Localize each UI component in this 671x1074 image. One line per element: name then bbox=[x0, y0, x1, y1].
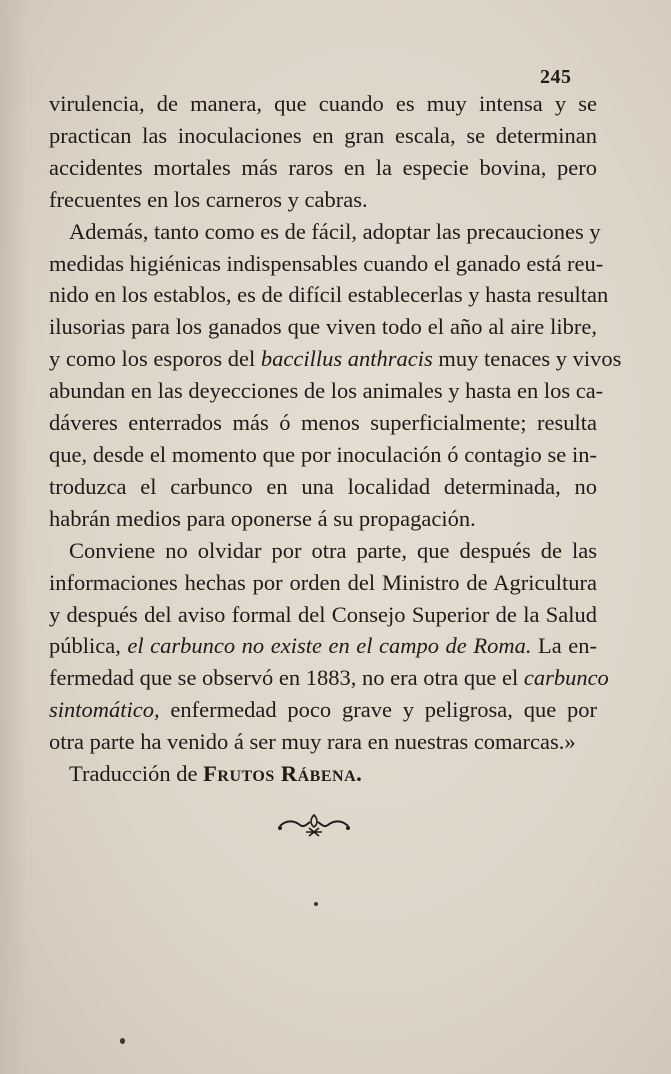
text-run: enfermedad poco grave y peligrosa, que por bbox=[159, 697, 597, 723]
italic-text-run: carbunco bbox=[523, 665, 609, 691]
decorative-ornament-icon bbox=[276, 812, 352, 838]
page-number: 245 bbox=[540, 66, 572, 88]
body-text bbox=[49, 88, 622, 790]
italic-text-run: baccillus anthracis bbox=[260, 346, 433, 372]
text-run: fermedad que se observó en 1883, no era otra que el bbox=[49, 665, 524, 691]
text-line bbox=[49, 662, 609, 694]
text-line: virulencia, de manera, que cuando es muy intensa y se bbox=[49, 91, 597, 116]
text-line: y después del aviso formal del Consejo Superior de la Salud bbox=[49, 601, 597, 627]
text-line: habrán medios para oponerse á su propagación. bbox=[49, 505, 476, 531]
translator-name: Frutos Rábena. bbox=[203, 761, 363, 787]
text-line: troduzca el carbunco en una localidad determinada, no bbox=[49, 473, 597, 499]
text-line: abundan en las deyecciones de los animales y hasta en los ca- bbox=[49, 378, 604, 404]
text-run: muy tenaces y vivos bbox=[432, 346, 622, 372]
text-line: ilusorias para los ganados que viven todo el año al aire libre, bbox=[49, 314, 597, 340]
text-line: Conviene no olvidar por otra parte, que después de las bbox=[69, 537, 597, 563]
italic-text-run: sintomático, bbox=[49, 697, 160, 723]
translation-credit bbox=[49, 758, 597, 790]
text-run: y como los esporos del bbox=[49, 346, 261, 372]
italic-text-run: el carbunco no existe en el campo de Roma. bbox=[127, 633, 532, 659]
text-line: medidas higiénicas indispensables cuando el ganado está reu- bbox=[49, 250, 604, 276]
text-line bbox=[49, 343, 622, 375]
text-run: pública, bbox=[49, 633, 128, 659]
text-run: La en- bbox=[531, 633, 597, 659]
text-line: otra parte ha venido á ser muy rara en nuestras comarcas.» bbox=[49, 729, 576, 755]
print-speck bbox=[314, 902, 318, 906]
text-line: frecuentes en los carneros y cabras. bbox=[49, 186, 368, 212]
text-line: nido en los establos, es de difícil establecerlas y hasta resultan bbox=[49, 282, 609, 308]
text-line: que, desde el momento que por inoculación ó contagio se in- bbox=[49, 441, 597, 467]
credit-prefix: Traducción de bbox=[69, 761, 204, 787]
text-line: informaciones hechas por orden del Ministro de Agricultura bbox=[49, 569, 597, 595]
text-line: dáveres enterrados más ó menos superficialmente; resulta bbox=[49, 410, 597, 436]
text-line: Además, tanto como es de fácil, adoptar las precauciones y bbox=[69, 218, 601, 244]
text-line: practican las inoculaciones en gran escala, se determinan bbox=[49, 122, 597, 148]
text-line: accidentes mortales más raros en la especie bovina, pero bbox=[49, 154, 597, 180]
text-line bbox=[49, 694, 597, 726]
print-speck bbox=[120, 1038, 125, 1044]
text-line bbox=[49, 630, 597, 662]
